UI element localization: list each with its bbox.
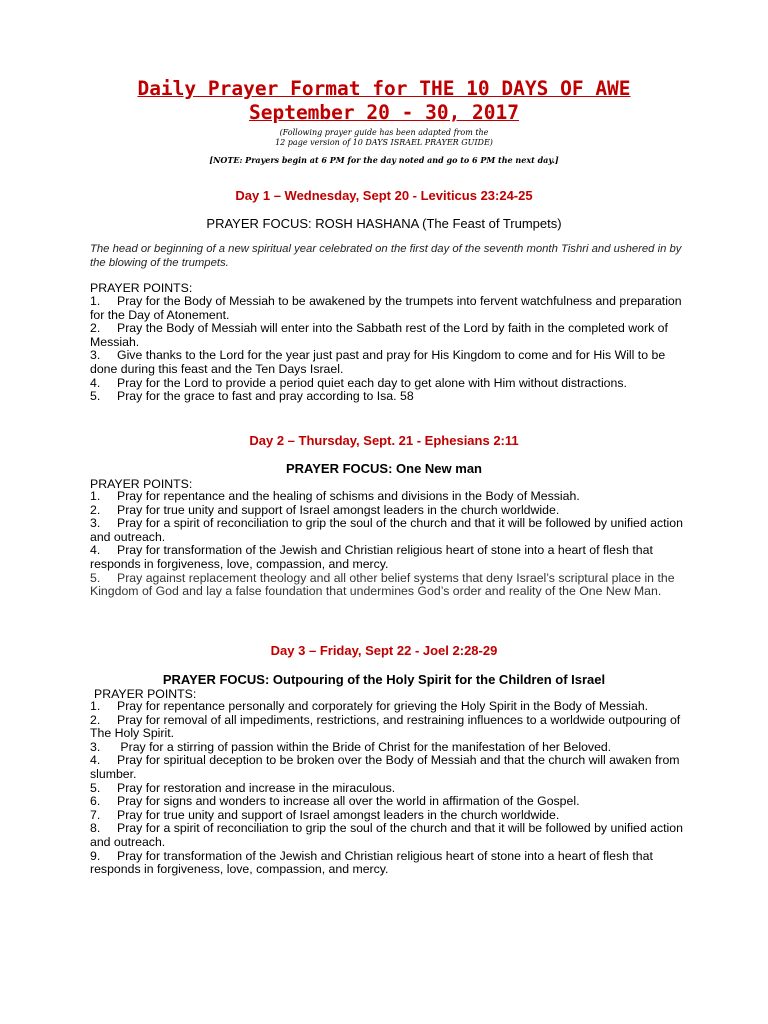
day-3-prayer-points-list xyxy=(90,700,690,877)
list-item: 3. Pray for a spirit of reconciliation to grip the soul of the church and that it will be followed by unified action and outreach. xyxy=(90,516,683,544)
day-3-prayer-focus: PRAYER FOCUS: Outpouring of the Holy Spirit for the Children of Israel xyxy=(162,672,606,687)
day-2-prayer-points-label: PRAYER POINTS: xyxy=(90,477,193,491)
list-item: 3. Give thanks to the Lord for the year just past and pray for His Kingdom to come and for His Will to be done during this feast and the Ten Days Israel. xyxy=(90,348,666,376)
list-item: 2. Pray for true unity and support of Israel amongst leaders in the church worldwide. xyxy=(90,502,560,517)
day-3-prayer-points-label: PRAYER POINTS: xyxy=(94,687,197,701)
day-3-heading: Day 3 – Friday, Sept 22 - Joel 2:28-29 xyxy=(270,643,498,658)
list-item: 2. Pray for removal of all impediments, restrictions, and restraining influences to a worldwide outpouring of The Holy Spirit. xyxy=(90,712,681,741)
timing-note: [NOTE: Prayers begin at 6 PM for the day noted and go to 6 PM the next day.] xyxy=(209,155,559,165)
day-2-prayer-focus: PRAYER FOCUS: One New man xyxy=(285,461,482,476)
day-1-intro: The head or beginning of a new spiritual year celebrated on the first day of the seventh month Tishri and ushered in by the blowing of the trumpets. xyxy=(90,243,682,269)
list-item: 4. Pray for transformation of the Jewish and Christian religious heart of stone into a heart of flesh that responds in forgiveness, love, compassion, and mercy. xyxy=(90,543,653,571)
list-item: 1. Pray for repentance personally and corporately for grieving the Holy Spirit in the Body of Messiah. xyxy=(90,699,649,713)
adapted-note-line-2: 12 page version of 10 DAYS ISRAEL PRAYER GUIDE) xyxy=(275,138,493,147)
day-1-prayer-focus: PRAYER FOCUS: ROSH HASHANA (The Feast of Trumpets) xyxy=(206,216,562,231)
list-item: 5. Pray against replacement theology and all other belief systems that deny Israel’s scriptural place in the Kingdom of God and lay a false foundation that undermines God’s order and reality of the One New Man. xyxy=(90,570,675,599)
day-2-heading: Day 2 – Thursday, Sept. 21 - Ephesians 2:11 xyxy=(249,433,519,448)
list-item: 1. Pray for the Body of Messiah to be awakened by the trumpets into fervent watchfulness and preparation for the Day of Atonement. xyxy=(90,294,682,322)
list-item: 2. Pray the Body of Messiah will enter into the Sabbath rest of the Lord by faith in the completed work of Messiah. xyxy=(90,321,668,349)
day-1-prayer-points-list xyxy=(90,295,690,404)
list-item: 3. Pray for a stirring of passion within the Bride of Christ for the manifestation of her Beloved. xyxy=(90,739,612,754)
list-item: 1. Pray for repentance and the healing of schisms and divisions in the Body of Messiah. xyxy=(90,489,580,503)
adapted-note-line-1: (Following prayer guide has been adapted from the xyxy=(279,128,489,137)
list-item: 7. Pray for true unity and support of Israel amongst leaders in the church worldwide. xyxy=(90,807,560,822)
day-1-heading: Day 1 – Wednesday, Sept 20 - Leviticus 23:24-25 xyxy=(235,188,533,203)
list-item: 4. Pray for the Lord to provide a period quiet each day to get alone with Him without distractions. xyxy=(90,375,627,390)
list-item: 6. Pray for signs and wonders to increase all over the world in affirmation of the Gospel. xyxy=(90,794,580,809)
list-item: 5. Pray for restoration and increase in the miraculous. xyxy=(90,780,396,795)
day-1-prayer-points-label: PRAYER POINTS: xyxy=(90,281,193,295)
list-item: 9. Pray for transformation of the Jewish and Christian religious heart of stone into a heart of flesh that responds in forgiveness, love, compassion, and mercy. xyxy=(90,848,653,877)
day-2-prayer-points-list xyxy=(90,490,690,599)
document-title-line-2: September 20 - 30, 2017 xyxy=(248,101,520,124)
list-item: 8. Pray for a spirit of reconciliation to grip the soul of the church and that it will be followed by unified action and outreach. xyxy=(90,821,683,849)
list-item: 4. Pray for spiritual deception to be broken over the Body of Messiah and that the church will awaken from slumber. xyxy=(90,753,680,781)
document-title-line-1: Daily Prayer Format for THE 10 DAYS OF AWE xyxy=(137,77,631,100)
list-item: 5. Pray for the grace to fast and pray according to Isa. 58 xyxy=(90,389,414,404)
